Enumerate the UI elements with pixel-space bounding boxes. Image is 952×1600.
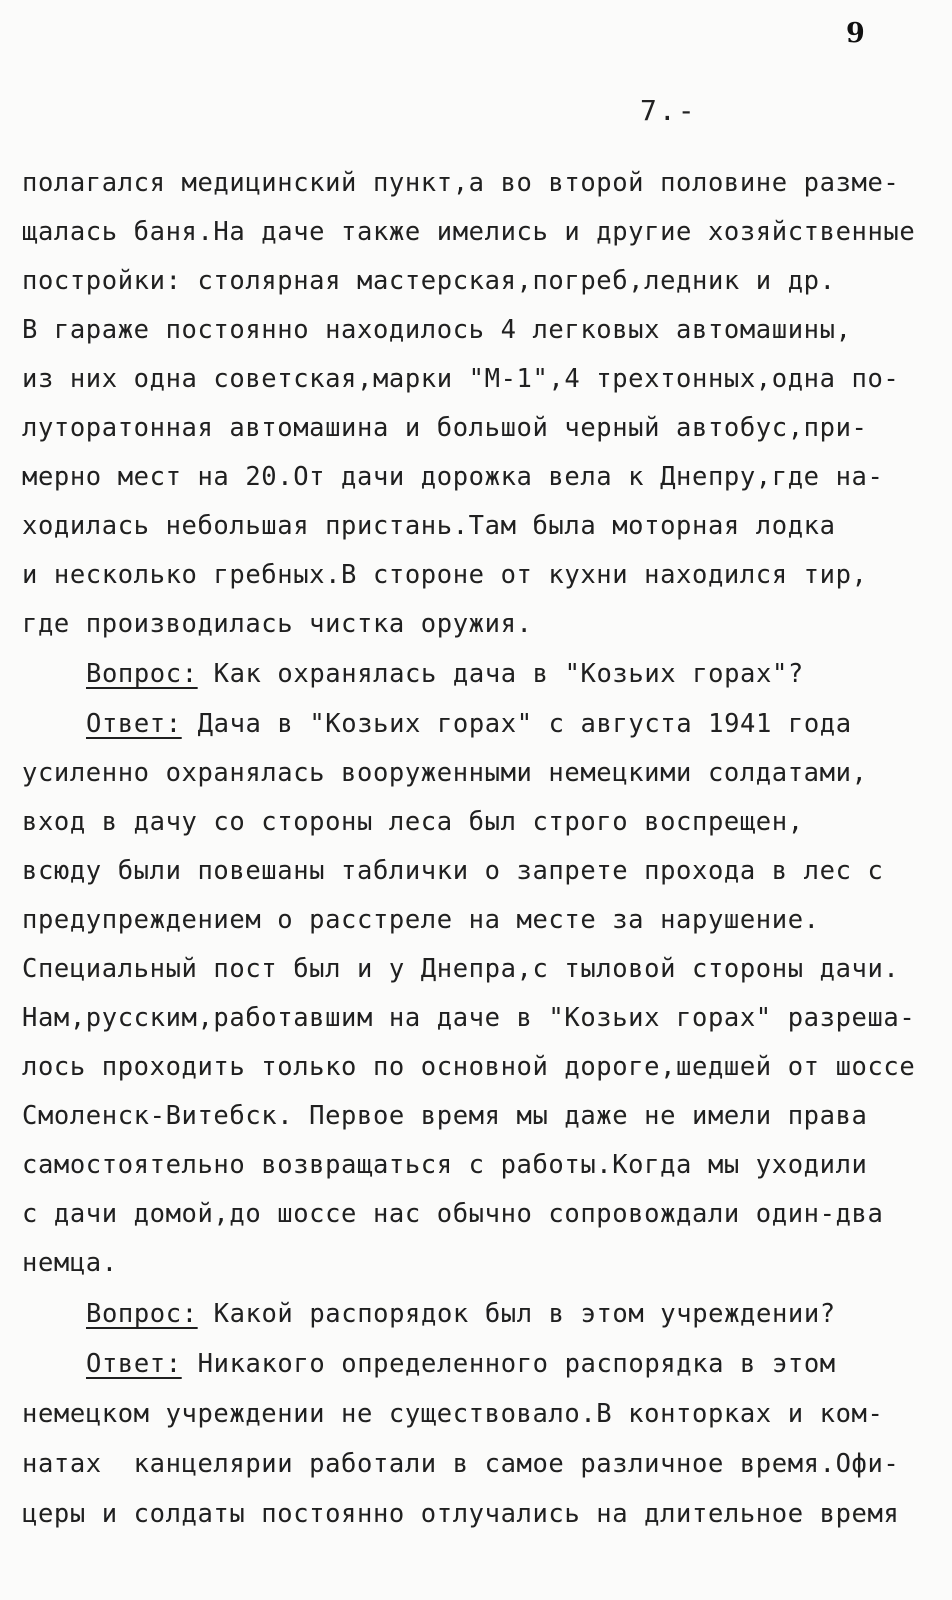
text-line: полагался медицинский пункт,а во второй половине разме-: [22, 168, 900, 198]
question-text: Какой распорядок был в этом учреждении?: [197, 1299, 836, 1329]
question-label: Вопрос:: [86, 659, 198, 689]
text-line: церы и солдаты постоянно отлучались на длительное время: [22, 1499, 900, 1529]
page-number: 7.-: [640, 94, 697, 127]
archive-page-number: 9: [846, 18, 865, 49]
text-line: и несколько гребных.В стороне от кухни находился тир,: [22, 560, 868, 590]
answer-label: Ответ:: [86, 709, 182, 739]
answer-line: [86, 1349, 836, 1379]
text-line: вход в дачу со стороны леса был строго воспрещен,: [22, 807, 804, 837]
text-line: немца.: [22, 1248, 118, 1278]
text-line: из них одна советская,марки "М-1",4 трехтонных,одна по-: [22, 364, 900, 394]
text-line: всюду были повешаны таблички о запрете прохода в лес с: [22, 856, 884, 886]
text-line: предупреждением о расстреле на месте за нарушение.: [22, 905, 820, 935]
question-label: Вопрос:: [86, 1299, 198, 1329]
answer-label: Ответ:: [86, 1349, 182, 1379]
text-line: лось проходить только по основной дороге,шедшей от шоссе: [22, 1052, 916, 1082]
text-line: луторатонная автомашина и большой черный автобус,при-: [22, 413, 868, 443]
text-line: Специальный пост был и у Днепра,с тыловой стороны дачи.: [22, 954, 900, 984]
text-line: ходилась небольшая пристань.Там была моторная лодка: [22, 511, 836, 541]
text-line: Нам,русским,работавшим на даче в "Козьих горах" разреша-: [22, 1003, 916, 1033]
question-line: [86, 1299, 836, 1329]
text-line: натах канцелярии работали в самое различное время.Офи-: [22, 1449, 900, 1479]
text-line: щалась баня.На даче также имелись и другие хозяйственные: [22, 217, 916, 247]
text-line: где производилась чистка оружия.: [22, 609, 533, 639]
text-line: самостоятельно возвращаться с работы.Когда мы уходили: [22, 1150, 868, 1180]
answer-text: Дача в "Козьих горах" с августа 1941 года: [181, 709, 852, 739]
answer-text: Никакого определенного распорядка в этом: [181, 1349, 836, 1379]
text-line: Смоленск-Витебск. Первое время мы даже не имели права: [22, 1101, 868, 1131]
answer-line: [86, 709, 852, 739]
text-line: В гараже постоянно находилось 4 легковых автомашины,: [22, 315, 852, 345]
text-line: немецком учреждении не существовало.В конторках и ком-: [22, 1399, 884, 1429]
text-line: с дачи домой,до шоссе нас обычно сопровождали один-два: [22, 1199, 884, 1229]
text-line: постройки: столярная мастерская,погреб,ледник и др.: [22, 266, 836, 296]
text-line: усиленно охранялась вооруженными немецкими солдатами,: [22, 758, 868, 788]
question-line: [86, 659, 804, 689]
text-line: мерно мест на 20.От дачи дорожка вела к Днепру,где на-: [22, 462, 884, 492]
question-text: Как охранялась дача в "Козьих горах"?: [197, 659, 804, 689]
